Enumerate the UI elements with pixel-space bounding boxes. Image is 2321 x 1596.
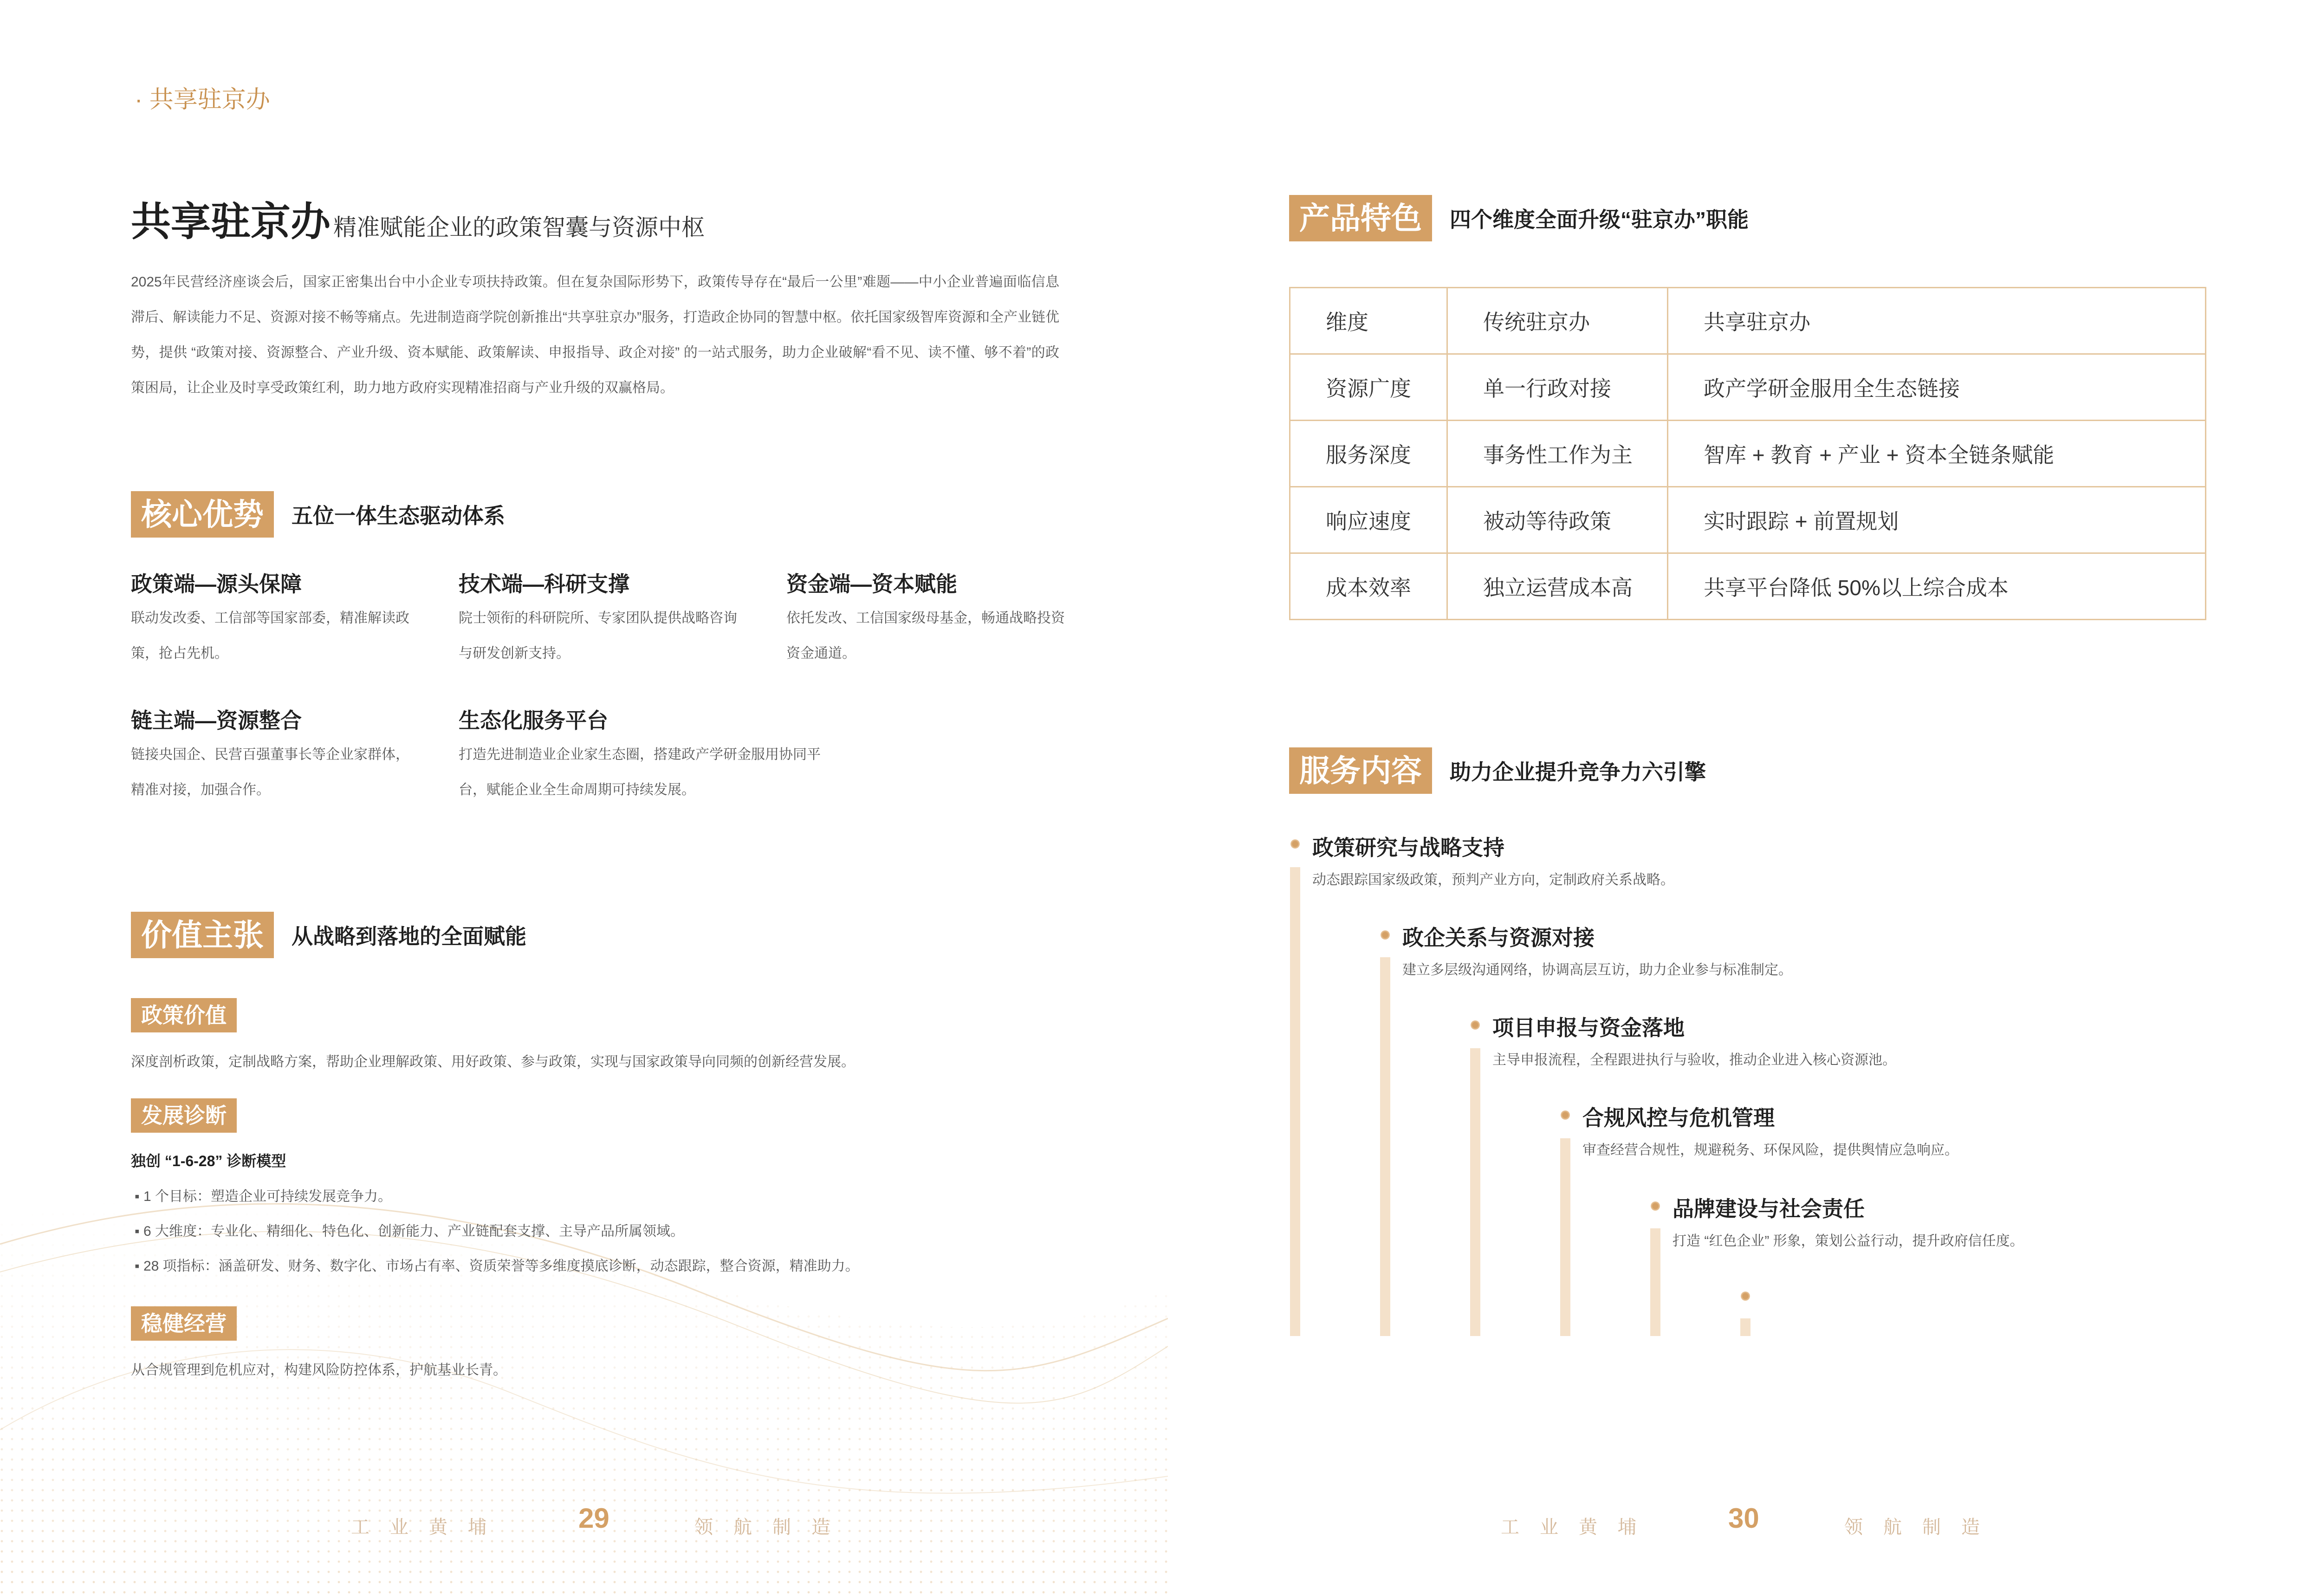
table-cell: 资源广度: [1290, 354, 1447, 421]
table-cell: 成本效率: [1290, 553, 1447, 620]
stable-operation-text: 从合规管理到危机应对，构建风险防控体系，护航基业长青。: [131, 1362, 507, 1378]
service-item: [1673, 1192, 2024, 1250]
product-feature-tag: 产品特色: [1289, 195, 1432, 241]
core-item-desc: 打造先进制造业企业家生态圈，搭建政产学研金服用协同平台，赋能企业全生命周期可持续发展。: [459, 747, 821, 798]
step-dot-icon: [1290, 839, 1300, 849]
diagnosis-point: ▪ 6 大维度：专业化、精细化、特色化、创新能力、产业链配套支撑、主导产品所属领域。: [135, 1224, 684, 1239]
service-header: [1289, 747, 1706, 794]
breadcrumb: · 共享驻京办: [135, 86, 270, 113]
footer-right-text: 领航制造: [694, 1517, 850, 1538]
step-dot-icon: [1471, 1020, 1480, 1030]
right-page: [1168, 0, 2321, 1596]
service-item-desc: 动态跟踪国家级政策，预判产业方向，定制政府关系战略。: [1312, 872, 1674, 888]
table-cell: 智库 + 教育 + 产业 + 资本全链条赋能: [1668, 421, 2206, 487]
core-item: [459, 704, 830, 808]
value-header: [131, 912, 526, 958]
step-bar: [1560, 1138, 1570, 1336]
stable-operation-tag-wrap: [131, 1306, 237, 1341]
table-cell: 实时跟踪 + 前置规划: [1668, 487, 2206, 553]
table-cell: 响应速度: [1290, 487, 1447, 553]
service-item-desc: 主导申报流程，全程跟进执行与验收，推动企业进入核心资源池。: [1492, 1052, 1896, 1068]
service-item-title: 政企关系与资源对接: [1402, 926, 1595, 950]
footer-left-text: 工业黄埔: [351, 1517, 507, 1538]
table-cell: 独立运营成本高: [1447, 553, 1668, 620]
core-advantage-header: [131, 491, 505, 538]
product-feature-header: [1289, 195, 1749, 241]
intro-paragraph: 2025年民营经济座谈会后，国家正密集出台中小企业专项扶持政策。但在复杂国际形势下，政策传导存在“最后一公里”难题——中小企业普遍面临信息滞后、解读能力不足、资源对接不畅等痛点。先进制造商学院创新推出“共享驻京办”服务，打造政企协同的智慧中枢。依托国家级智库资源和全产业链优势，提供 “政策对接、资源整合、产业升级、资本赋能、政策解读、申报指导、政企对接” 的一站式服务，助力企业破解“看不见、读不懂、够不着”的政策困局，让企业及时享受政策红利，助力地方政府实现精准招商与产业升级的双赢格局。: [131, 274, 1059, 396]
policy-value-tag-wrap: [131, 998, 237, 1032]
step-dot-icon: [1381, 930, 1390, 940]
table-row: [1290, 288, 2206, 354]
table-cell: 被动等待政策: [1447, 487, 1668, 553]
table-cell: 单一行政对接: [1447, 354, 1668, 421]
core-item-desc: 院士领衔的科研院所、专家团队提供战略咨询与研发创新支持。: [459, 610, 737, 661]
table-cell: 政产学研金服用全生态链接: [1668, 354, 2206, 421]
core-item-desc: 联动发改委、工信部等国家部委，精准解读政策，抢占先机。: [131, 610, 409, 661]
service-item-desc: 审查经营合规性，规避税务、环保风险，提供舆情应急响应。: [1582, 1142, 1958, 1158]
table-row: [1290, 487, 2206, 553]
core-item-title: 生态化服务平台: [459, 708, 608, 733]
core-item-desc: 链接央国企、民营百强董事长等企业家群体，精准对接，加强合作。: [131, 747, 409, 798]
service-item-desc: 建立多层级沟通网络，协调高层互访，助力企业参与标准制定。: [1402, 962, 1792, 978]
stable-operation-tag: 稳健经营: [131, 1306, 237, 1341]
service-item-title: 政策研究与战略支持: [1312, 836, 1504, 860]
core-advantage-tag: 核心优势: [131, 491, 274, 538]
table-row: [1290, 553, 2206, 620]
service-item-desc: 打造 “红色企业” 形象，策划公益行动，提升政府信任度。: [1673, 1233, 2024, 1249]
diagnosis-point: ▪ 1 个目标：塑造企业可持续发展竞争力。: [135, 1189, 392, 1204]
value-desc: 从战略到落地的全面赋能: [292, 924, 526, 948]
product-feature-desc: 四个维度全面升级“驻京办”职能: [1450, 208, 1749, 232]
core-advantage-desc: 五位一体生态驱动体系: [292, 504, 505, 528]
step-dot-icon: [1651, 1201, 1660, 1211]
page-title: [131, 189, 705, 247]
table-cell: 维度: [1290, 288, 1447, 354]
step-dot-icon: [1561, 1110, 1570, 1120]
diagnosis-tag: 发展诊断: [131, 1098, 237, 1133]
step-dot-icon: [1741, 1291, 1750, 1301]
service-item-title: 合规风控与危机管理: [1582, 1106, 1775, 1130]
service-item: [1582, 1101, 1958, 1159]
table-cell: 共享平台降低 50%以上综合成本: [1668, 553, 2206, 620]
service-item-title: 品牌建设与社会责任: [1673, 1197, 1865, 1221]
table-cell: 传统驻京办: [1447, 288, 1668, 354]
service-tag: 服务内容: [1289, 747, 1432, 794]
table-cell: 服务深度: [1290, 421, 1447, 487]
service-item-title: 项目申报与资金落地: [1492, 1016, 1685, 1040]
table-cell: 共享驻京办: [1668, 288, 2206, 354]
service-desc: 助力企业提升竞争力六引擎: [1450, 760, 1706, 784]
page-number: 30: [1728, 1503, 1759, 1534]
value-tag: 价值主张: [131, 912, 274, 958]
table-cell: 事务性工作为主: [1447, 421, 1668, 487]
footer-left-text: 工业黄埔: [1501, 1517, 1657, 1538]
footer-right-text: 领航制造: [1844, 1517, 2000, 1538]
core-item-title: 链主端—资源整合: [131, 708, 302, 733]
service-item: [1492, 1011, 1896, 1069]
policy-value-tag: 政策价值: [131, 998, 237, 1032]
service-item: [1402, 921, 1792, 979]
core-item-title: 技术端—科研支撑: [459, 572, 629, 596]
step-bar: [1740, 1318, 1750, 1336]
step-bar: [1650, 1228, 1660, 1336]
table-row: [1290, 421, 2206, 487]
core-item: [786, 567, 1065, 671]
core-item: [131, 704, 409, 808]
policy-value-text: 深度剖析政策，定制战略方案，帮助企业理解政策、用好政策、参与政策，实现与国家政策导向同频的创新经营发展。: [131, 1054, 855, 1070]
comparison-table: [1289, 287, 2206, 620]
title-text: 共享驻京办: [131, 200, 331, 244]
core-item: [131, 567, 409, 671]
step-bar: [1380, 957, 1390, 1336]
core-item: [459, 567, 737, 671]
title-subtitle: 精准赋能企业的政策智囊与资源中枢: [333, 214, 705, 240]
core-item-desc: 依托发改、工信国家级母基金，畅通战略投资资金通道。: [786, 610, 1065, 661]
diagnosis-point: ▪ 28 项指标：涵盖研发、财务、数字化、市场占有率、资质荣誉等多维度摸底诊断，动态跟踪，整合资源，精准助力。: [135, 1259, 859, 1274]
table-row: [1290, 354, 2206, 421]
core-item-title: 资金端—资本赋能: [786, 572, 957, 596]
step-bar: [1470, 1048, 1480, 1336]
page-number: 29: [578, 1503, 609, 1534]
step-bar: [1290, 867, 1300, 1336]
diagnosis-model: 独创 “1-6-28” 诊断模型: [131, 1153, 286, 1169]
diagnosis-tag-wrap: [131, 1098, 237, 1133]
service-item: [1312, 831, 1674, 889]
core-item-title: 政策端—源头保障: [131, 572, 302, 596]
